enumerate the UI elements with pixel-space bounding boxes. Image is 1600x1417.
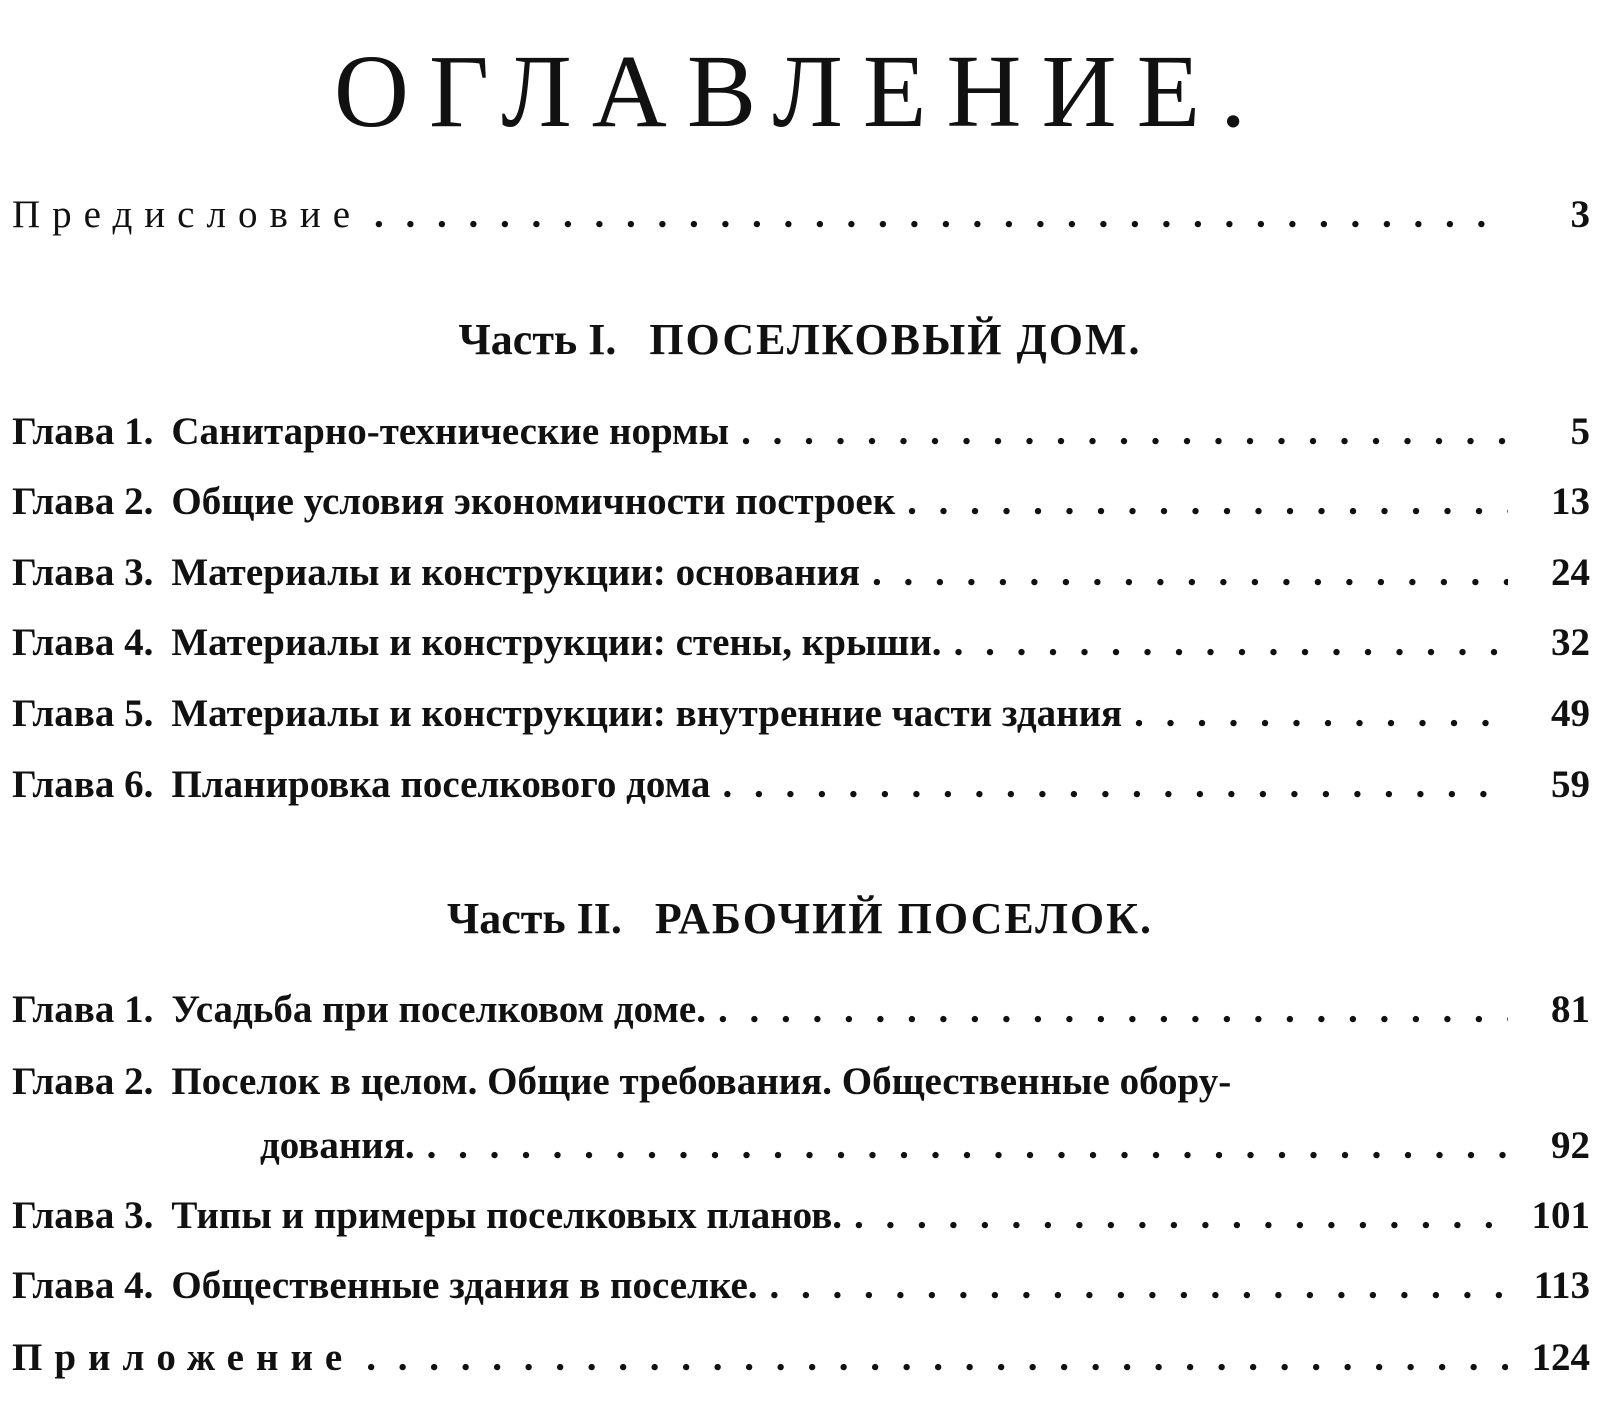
toc-page-number: 24 xyxy=(1551,551,1590,594)
toc-entry-label: Приложение xyxy=(12,1336,355,1379)
toc-entry-label: Предисловие xyxy=(12,193,363,236)
toc-entry-continuation[interactable] xyxy=(260,1121,1590,1171)
chapter-label: Глава 1. xyxy=(12,988,154,1031)
toc-entry-appendix[interactable] xyxy=(12,1333,1590,1383)
toc-page-number: 113 xyxy=(1533,1264,1590,1307)
dot-leader xyxy=(722,760,1508,810)
chapter-title: Общественные здания в поселке. xyxy=(171,1264,758,1307)
chapter-title: Общие условия экономичности построек xyxy=(171,480,896,523)
toc-page-number: 13 xyxy=(1551,480,1590,523)
part-prefix: Часть II. xyxy=(446,894,622,943)
dot-leader xyxy=(374,190,1508,240)
part-heading-1 xyxy=(0,315,1600,364)
chapter-title: Поселок в целом. Общие требования. Общественные обору- xyxy=(171,1060,1232,1103)
chapter-label: Глава 5. xyxy=(12,692,154,735)
toc-entry[interactable] xyxy=(12,1057,1590,1107)
chapter-label: Глава 1. xyxy=(12,410,154,453)
part-prefix: Часть I. xyxy=(458,315,617,364)
toc-entry[interactable] xyxy=(12,477,1590,527)
dot-leader xyxy=(872,548,1508,598)
toc-entry[interactable] xyxy=(12,985,1590,1035)
toc-entry[interactable] xyxy=(12,689,1590,739)
dot-leader xyxy=(854,1191,1508,1241)
chapter-title: Материалы и конструкции: основания xyxy=(171,551,861,594)
chapter-label: Глава 6. xyxy=(12,763,154,806)
chapter-label: Глава 4. xyxy=(12,1264,154,1307)
toc-entry[interactable] xyxy=(12,548,1590,598)
toc-page-number: 32 xyxy=(1551,621,1590,664)
chapter-title: Материалы и конструкции: внутренние части здания xyxy=(171,692,1123,735)
page-title: ОГЛАВЛЕНИЕ. xyxy=(333,34,1267,149)
toc-page-number: 3 xyxy=(1570,193,1590,236)
part-title: ПОСЕЛКОВЫЙ ДОМ. xyxy=(649,315,1142,364)
chapter-title: Усадьба при поселковом доме. xyxy=(171,988,706,1031)
chapter-label: Глава 3. xyxy=(12,551,154,594)
dot-leader xyxy=(954,618,1508,668)
part-title: РАБОЧИЙ ПОСЕЛОК. xyxy=(654,894,1154,943)
chapter-label: Глава 2. xyxy=(12,480,154,523)
chapter-label: Глава 4. xyxy=(12,621,154,664)
toc-page-number: 92 xyxy=(1551,1124,1590,1167)
toc-page-number: 49 xyxy=(1551,692,1590,735)
chapter-title: Санитарно-технические нормы xyxy=(171,410,730,453)
chapter-title: Типы и примеры поселковых планов. xyxy=(171,1194,843,1237)
toc-entry[interactable] xyxy=(12,1261,1590,1311)
part-heading-2 xyxy=(0,894,1600,943)
dot-leader xyxy=(718,985,1508,1035)
dot-leader xyxy=(366,1333,1508,1383)
toc-entry[interactable] xyxy=(12,407,1590,457)
dot-leader xyxy=(741,407,1508,457)
toc-page-number: 101 xyxy=(1531,1194,1590,1237)
toc-entry-preface[interactable] xyxy=(12,190,1590,240)
dot-leader xyxy=(427,1121,1508,1171)
chapter-title-continuation: дования. xyxy=(260,1124,415,1167)
dot-leader xyxy=(770,1261,1508,1311)
toc-page-number: 59 xyxy=(1551,763,1590,806)
chapter-label: Глава 2. xyxy=(12,1060,154,1103)
chapter-label: Глава 3. xyxy=(12,1194,154,1237)
chapter-title: Материалы и конструкции: стены, крыши. xyxy=(171,621,942,664)
dot-leader xyxy=(1134,689,1508,739)
toc-page-number: 124 xyxy=(1531,1336,1590,1379)
toc-page-number: 81 xyxy=(1551,988,1590,1031)
toc-entry[interactable] xyxy=(12,760,1590,810)
dot-leader xyxy=(907,477,1508,527)
chapter-title: Планировка поселкового дома xyxy=(171,763,711,806)
toc-entry[interactable] xyxy=(12,1191,1590,1241)
toc-entry[interactable] xyxy=(12,618,1590,668)
toc-page-number: 5 xyxy=(1570,410,1590,453)
